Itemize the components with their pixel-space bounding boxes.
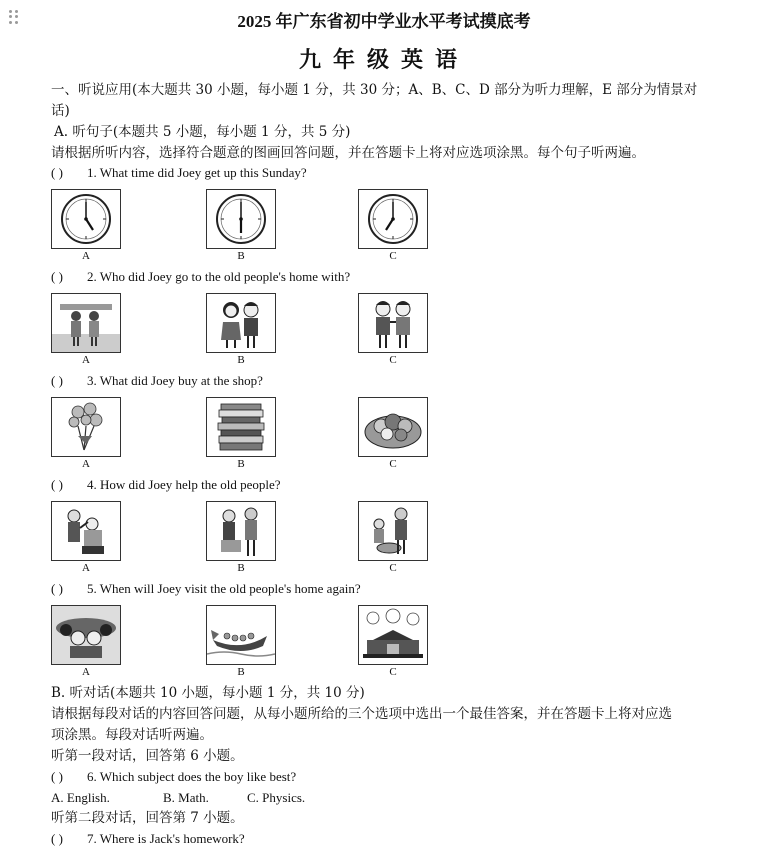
exam-title: 2025 年广东省初中学业水平考试摸底考 — [237, 12, 531, 31]
question-text: 7. Where is Jack's homework? — [87, 831, 245, 846]
answer-paren[interactable]: ( ) — [51, 769, 63, 784]
clock-6-icon — [206, 189, 276, 249]
q6-choices — [51, 788, 711, 808]
clock-7-icon — [358, 189, 428, 249]
serving-icon — [206, 501, 276, 561]
question-1 — [51, 163, 711, 183]
q6-choice-b[interactable]: B. Math. — [163, 790, 209, 805]
question-text: 4. How did Joey help the old people? — [87, 477, 281, 492]
option-letter: A — [82, 354, 90, 366]
question-3 — [51, 371, 711, 391]
question-7 — [51, 829, 711, 849]
dragon-boat-icon — [206, 605, 276, 665]
option-letter: C — [389, 354, 397, 366]
new-year-icon — [51, 605, 121, 665]
option-letter: B — [237, 250, 245, 262]
q5-options — [51, 605, 471, 685]
option-letter: C — [389, 562, 397, 574]
q1-option-c[interactable] — [358, 189, 428, 262]
question-4 — [51, 475, 711, 495]
q3-options — [51, 397, 471, 477]
partB-instruction-line1: 请根据每段对话的内容回答问题，从每小题所给的三个选项中选出一个最佳答案，并在答题卡上将对应选 — [51, 706, 672, 722]
answer-paren[interactable]: ( ) — [51, 269, 63, 284]
cleaning-icon — [358, 501, 428, 561]
partA-instruction: 请根据所听内容，选择符合题意的图画回答问题，并在答题卡上将对应选项涂黑。每个句子听两遍。 — [51, 145, 645, 161]
two-boys-icon — [358, 293, 428, 353]
answer-paren[interactable]: ( ) — [51, 373, 63, 388]
question-text: 5. When will Joey visit the old people's home again? — [87, 581, 361, 596]
q2-option-a[interactable] — [51, 293, 121, 366]
option-letter: B — [237, 562, 245, 574]
books-icon — [206, 397, 276, 457]
q4-option-c[interactable] — [358, 501, 428, 574]
two-girls-icon — [51, 293, 121, 353]
q2-option-b[interactable] — [206, 293, 276, 366]
q5-option-a[interactable] — [51, 605, 121, 678]
boy-and-girl-icon — [206, 293, 276, 353]
subject-title: 九年级英语 — [298, 47, 469, 72]
clock-5-icon — [51, 189, 121, 249]
option-letter: C — [389, 250, 397, 262]
q1-option-b[interactable] — [206, 189, 276, 262]
option-letter: B — [237, 458, 245, 470]
section1-intro-line1: 一、听说应用(本大题共 30 小题，每小题 1 分，共 30 分；A、B、C、D 部分为听力理解，E 部分为情景对 — [51, 82, 698, 98]
option-letter: A — [82, 458, 90, 470]
question-text: 6. Which subject does the boy like best? — [87, 769, 297, 784]
haircut-icon — [51, 501, 121, 561]
option-letter: A — [82, 250, 90, 262]
answer-paren[interactable]: ( ) — [51, 477, 63, 492]
national-day-icon — [358, 605, 428, 665]
q3-option-b[interactable] — [206, 397, 276, 470]
option-letter: A — [82, 562, 90, 574]
partA-heading: A. 听句子(本题共 5 小题，每小题 1 分，共 5 分) — [54, 124, 351, 140]
option-letter: C — [389, 458, 397, 470]
flowers-icon — [51, 397, 121, 457]
q2-option-c[interactable] — [358, 293, 428, 366]
question-text: 2. Who did Joey go to the old people's home with? — [87, 269, 351, 284]
option-letter: C — [389, 666, 397, 678]
q5-option-c[interactable] — [358, 605, 428, 678]
dialog-1-intro: 听第一段对话，回答第 6 小题。 — [51, 748, 244, 764]
option-letter: B — [237, 666, 245, 678]
question-5 — [51, 579, 711, 599]
q4-option-b[interactable] — [206, 501, 276, 574]
q4-options — [51, 501, 471, 581]
question-text: 1. What time did Joey get up this Sunday? — [87, 165, 307, 180]
q2-options — [51, 293, 471, 373]
option-letter: A — [82, 666, 90, 678]
q1-options — [51, 189, 471, 269]
option-letter: B — [237, 354, 245, 366]
answer-paren[interactable]: ( ) — [51, 831, 63, 846]
q3-option-a[interactable] — [51, 397, 121, 470]
answer-paren[interactable]: ( ) — [51, 581, 63, 596]
question-6 — [51, 767, 711, 787]
partB-heading: B. 听对话(本题共 10 小题，每小题 1 分，共 10 分) — [51, 685, 365, 701]
dialog-2-intro: 听第二段对话，回答第 7 小题。 — [51, 810, 244, 826]
partB-instruction-line2: 项涂黑。每段对话听两遍。 — [51, 727, 213, 743]
question-2 — [51, 267, 711, 287]
section1-intro-line2: 话) — [51, 103, 70, 119]
q1-option-a[interactable] — [51, 189, 121, 262]
q5-option-b[interactable] — [206, 605, 276, 678]
question-text: 3. What did Joey buy at the shop? — [87, 373, 263, 388]
answer-paren[interactable]: ( ) — [51, 165, 63, 180]
q4-option-a[interactable] — [51, 501, 121, 574]
fruit-icon — [358, 397, 428, 457]
q6-choice-c[interactable]: C. Physics. — [247, 790, 306, 805]
q6-choice-a[interactable]: A. English. — [51, 790, 110, 805]
q3-option-c[interactable] — [358, 397, 428, 470]
